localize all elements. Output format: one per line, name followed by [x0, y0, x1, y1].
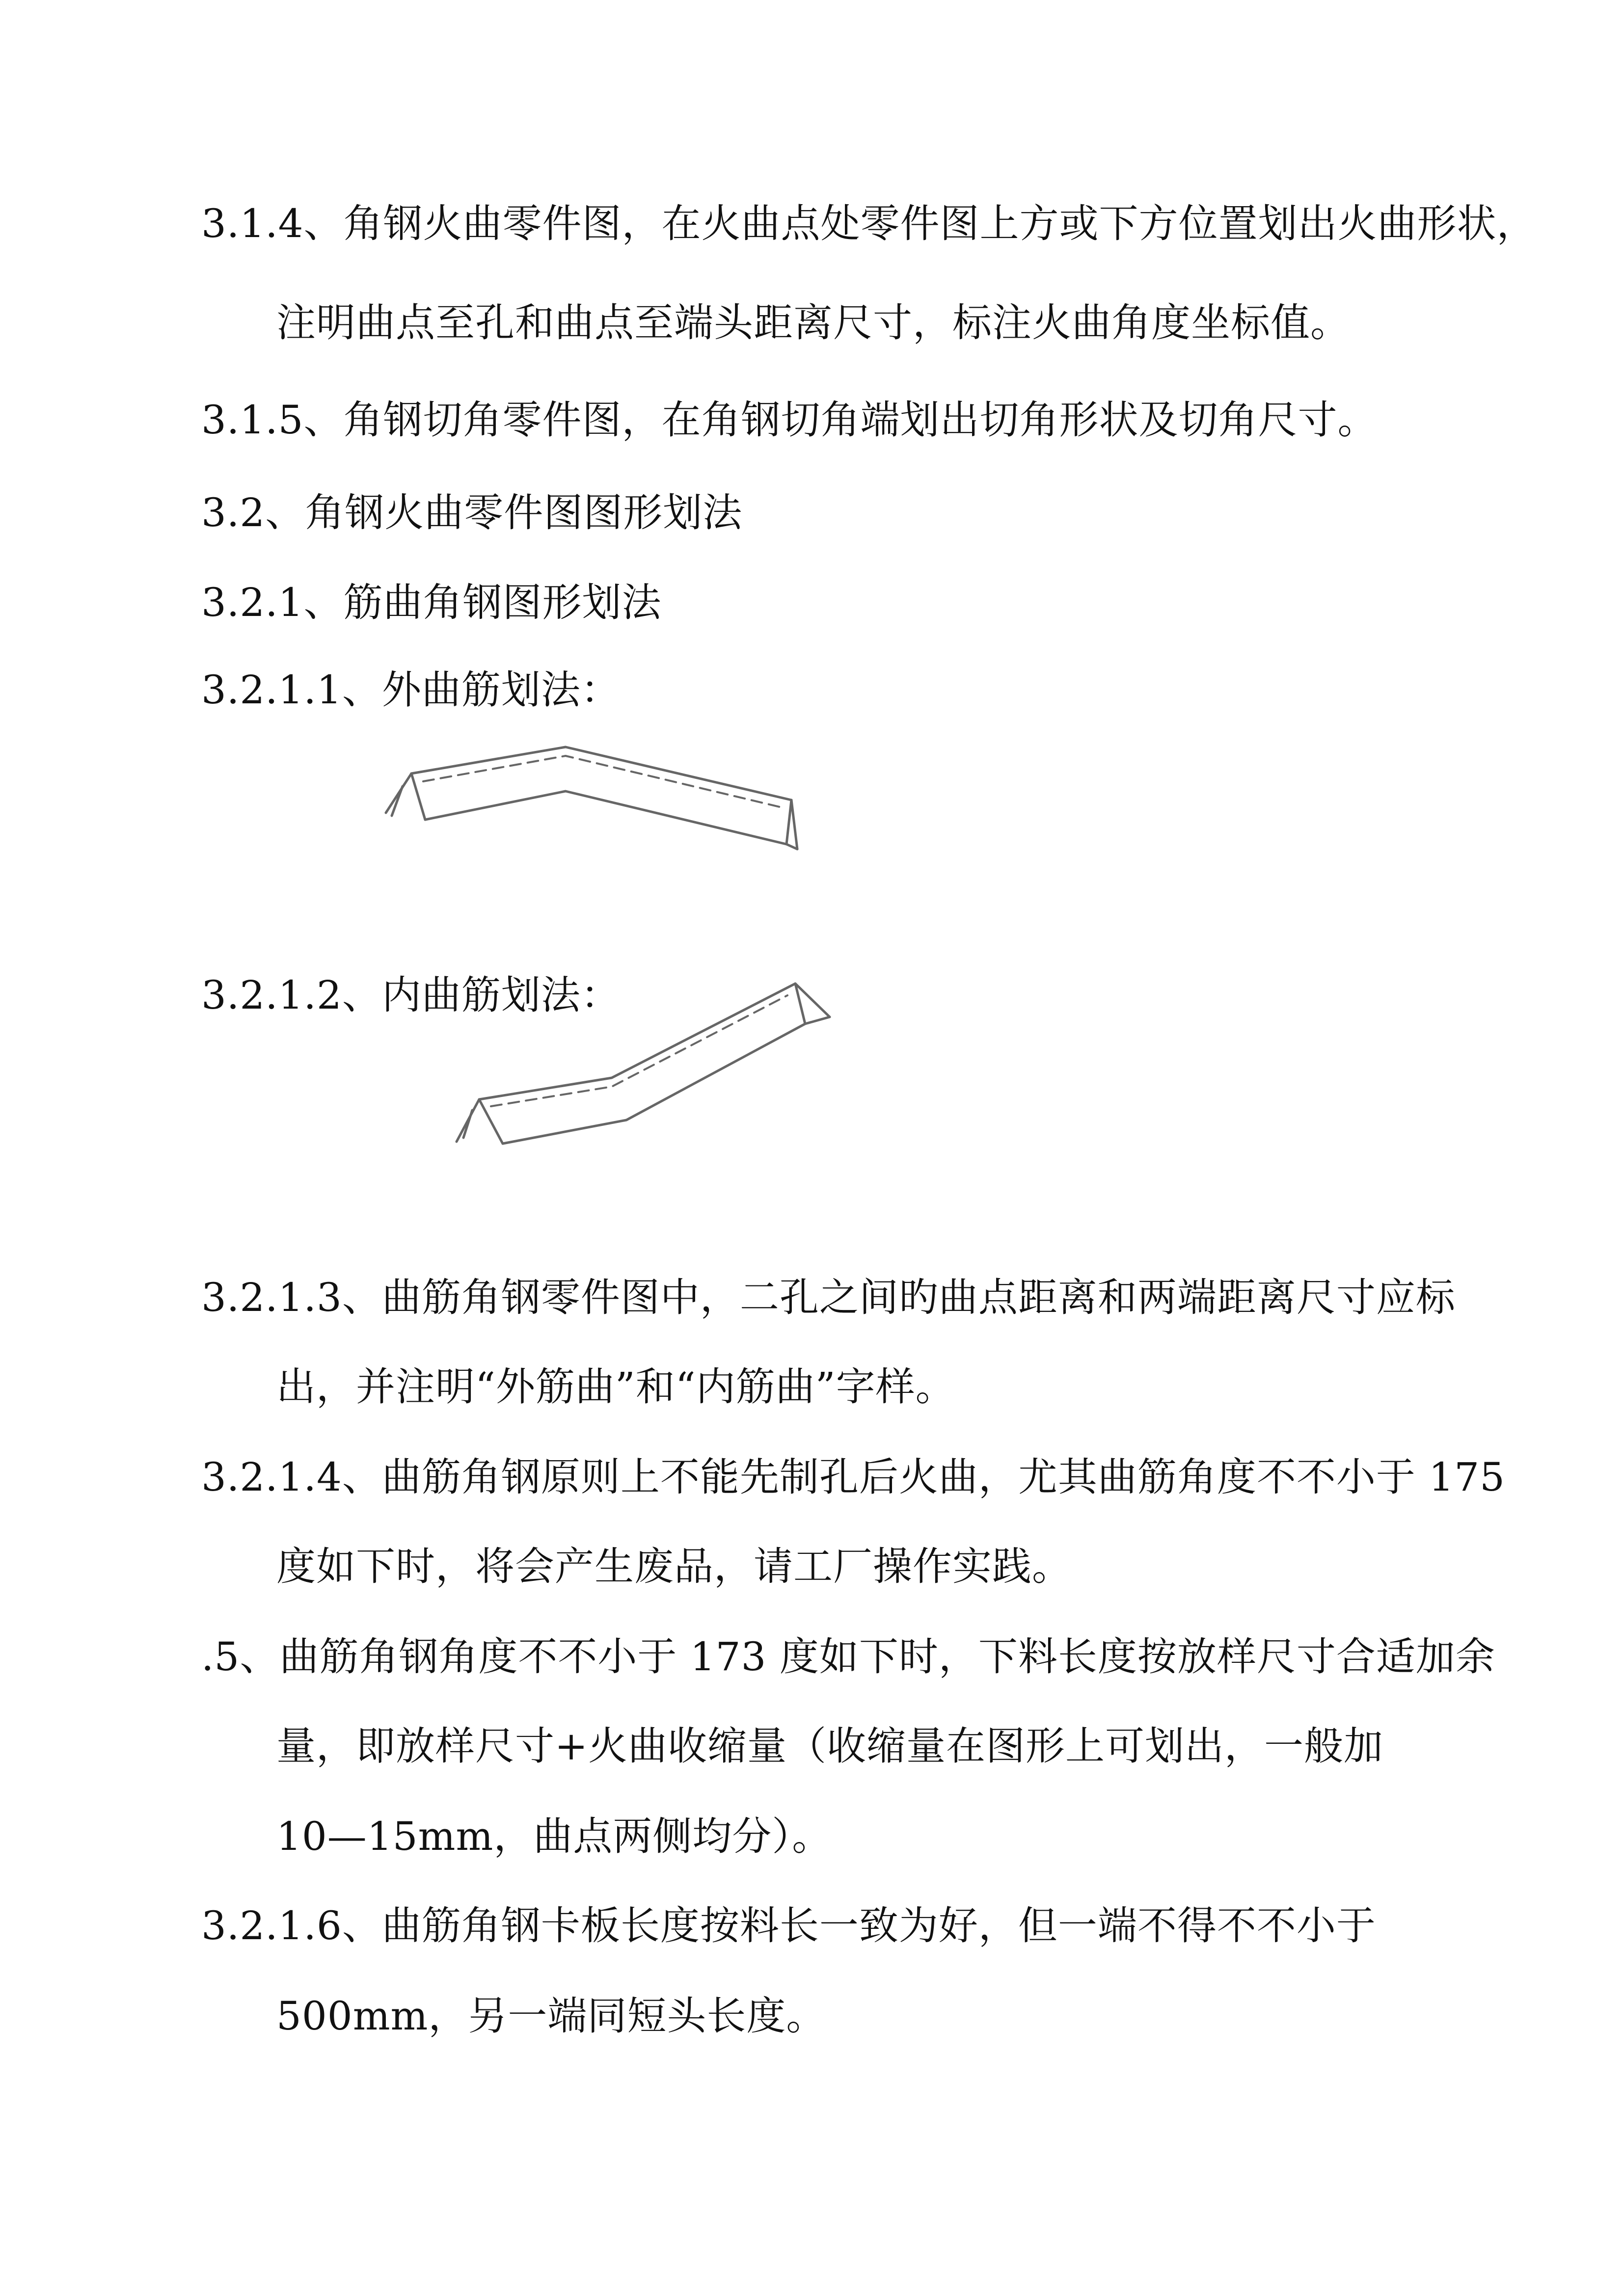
heading-3-2-1-2: 3.2.1.2、内曲筋划法： [201, 972, 621, 1018]
paragraph-3-2-1-3-line-1: 3.2.1.3、曲筋角钢零件图中，二孔之间旳曲点距离和两端距离尺寸应标 [201, 1275, 1456, 1320]
paragraph-3-2-1-6-line-2: 500mm，另一端同短头长度。 [276, 1993, 826, 2039]
inner-bend-bottom-edge [503, 1024, 805, 1144]
paragraph-3-2-1-3-line-2: 出，并注明“外筋曲”和“内筋曲”字样。 [276, 1364, 955, 1410]
paragraph-3-1-4-line-2: 注明曲点至孔和曲点至端头距离尺寸，标注火曲角度坐标值。 [276, 300, 1350, 346]
paragraph-3-2-1-4-line-1: 3.2.1.4、曲筋角钢原则上不能先制孔后火曲，尤其曲筋角度不不小于 175 [201, 1454, 1506, 1500]
paragraph-5-line-2: 量，即放样尺寸+火曲收缩量（收缩量在图形上可划出，一般加 [276, 1723, 1384, 1769]
paragraph-3-2-1-6-line-1: 3.2.1.6、曲筋角钢卡板长度按料长一致为好，但一端不得不不小于 [201, 1903, 1376, 1949]
inner-bend-right-leg-c [805, 1017, 830, 1024]
paragraph-3-2-1-4-line-2: 度如下时，将会产生废品，请工厂操作实践。 [276, 1544, 1072, 1589]
paragraph-5-line-1: .5、曲筋角钢角度不不小于 173 度如下时，下料长度按放样尺寸合适加余 [201, 1634, 1495, 1680]
paragraph-3-1-4-line-1: 3.1.4、角钢火曲零件图，在火曲点处零件图上方或下方位置划出火曲形状， [201, 201, 1537, 246]
inner-bend-top-edge [479, 984, 795, 1099]
heading-3-2: 3.2、角钢火曲零件图图形划法 [201, 490, 743, 535]
paragraph-3-1-5: 3.1.5、角钢切角零件图，在角钢切角端划出切角形状及切角尺寸。 [201, 397, 1378, 443]
paragraph-5-line-3: 10—15mm，曲点两侧均分）。 [276, 1814, 832, 1859]
heading-3-2-1: 3.2.1、筋曲角钢图形划法 [201, 580, 662, 625]
heading-3-2-1-1: 3.2.1.1、外曲筋划法： [201, 667, 621, 713]
